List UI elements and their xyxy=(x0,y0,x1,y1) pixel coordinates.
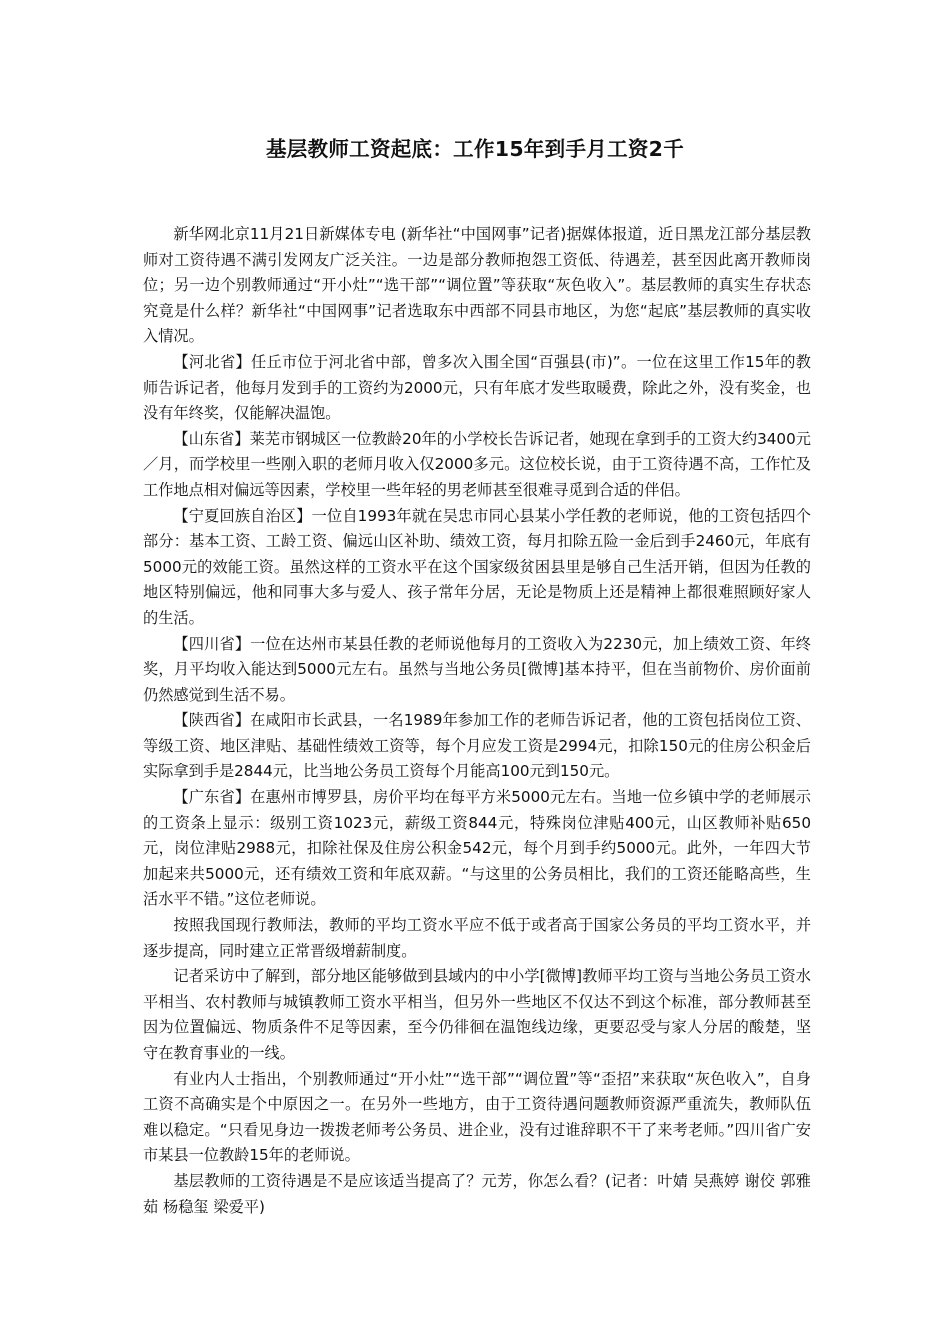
paragraph-closing: 基层教师的工资待遇是不是应该适当提高了？元芳，你怎么看？(记者：叶婧 吴燕婷 谢佼 郭雅茹 杨稳玺 梁爱平) xyxy=(143,1171,811,1216)
paragraph-interview-findings: 记者采访中了解到，部分地区能够做到县域内的中小学[微博]教师平均工资与当地公务员工资水平相当、农村教师与城镇教师工资水平相当，但另外一些地区不仅达不到这个标准，部分教师甚至因为位置偏远、物质条件不足等因素，至今仍徘徊在温饱线边缘，更要忍受与家人分居的酸楚，坚守在教育事业的一线。 xyxy=(143,967,811,1062)
paragraph-industry-insider: 有业内人士指出，个别教师通过“开小灶”“选干部”“调位置”等“歪招”来获取“灰色收入”，自身工资不高确实是个中原因之一。在另外一些地方，由于工资待遇问题教师资源严重流失，教师队伍难以稳定。“只看见身边一拨拨老师考公务员、进企业，没有过谁辞职不干了来考老师。”四川省广安市某县一位教龄15年的老师说。 xyxy=(143,1069,811,1165)
paragraph-teacher-law: 按照我国现行教师法，教师的平均工资水平应不低于或者高于国家公务员的平均工资水平，并逐步提高，同时建立正常晋级增薪制度。 xyxy=(143,916,811,960)
document-title: 基层教师工资起底：工作15年到手月工资2千 xyxy=(265,137,685,161)
paragraph-sichuan: 【四川省】一位在达州市某县任教的老师说他每月的工资收入为2230元，加上绩效工资、年终奖，月平均收入能达到5000元左右。虽然与当地公务员[微博]基本持平，但在当前物价、房价面前仍然感觉到生活不易。 xyxy=(143,634,811,704)
paragraph-guangdong: 【广东省】在惠州市博罗县，房价平均在每平方米5000元左右。当地一位乡镇中学的老师展示的工资条上显示：级别工资1023元，薪级工资844元，特殊岗位津贴400元，山区教师补贴650元，岗位津贴2988元，扣除社保及住房公积金542元，每个月到手约5000元。此外，一年四大节加起来共5000元，还有绩效工资和年底双薪。“与这里的公务员相比，我们的工资还能略高些，生活水平不错。”这位老师说。 xyxy=(143,788,811,909)
document-body xyxy=(143,222,811,1220)
paragraph-hebei: 【河北省】任丘市位于河北省中部，曾多次入围全国“百强县(市)”。一位在这里工作15年的教师告诉记者，他每月发到手的工资约为2000元，只有年底才发些取暖费，除此之外，没有奖金，也没有年终奖，仅能解决温饱。 xyxy=(143,352,811,423)
paragraph-intro: 新华网北京11月21日新媒体专电 (新华社“中国网事”记者)据媒体报道，近日黑龙江部分基层教师对工资待遇不满引发网友广泛关注。一边是部分教师抱怨工资低、待遇差，甚至因此离开教师岗位；另一边个别教师通过“开小灶”“选干部”“调位置”等获取“灰色收入”。基层教师的真实生存状态究竟是什么样？新华社“中国网事”记者选取东中西部不同县市地区，为您“起底”基层教师的真实收入情况。 xyxy=(143,225,811,346)
paragraph-shandong: 【山东省】莱芜市钢城区一位教龄20年的小学校长告诉记者，她现在拿到手的工资大约3400元／月，而学校里一些刚入职的老师月收入仅2000多元。这位校长说，由于工资待遇不高，工作忙及工作地点相对偏远等因素，学校里一些年轻的男老师甚至很难寻觅到合适的伴侣。 xyxy=(143,429,811,499)
paragraph-ningxia: 【宁夏回族自治区】一位自1993年就在吴忠市同心县某小学任教的老师说，他的工资包括四个部分：基本工资、工龄工资、偏远山区补助、绩效工资，每月扣除五险一金后到手2460元，年底有5000元的效能工资。虽然这样的工资水平在这个国家级贫困县里是够自己生活开销，但因为任教的地区特别偏远，他和同事大多与爱人、孩子常年分居，无论是物质上还是精神上都很难照顾好家人的生活。 xyxy=(143,506,811,627)
paragraph-shaanxi: 【陕西省】在咸阳市长武县，一名1989年参加工作的老师告诉记者，他的工资包括岗位工资、等级工资、地区津贴、基础性绩效工资等，每个月应发工资是2994元，扣除150元的住房公积金后实际拿到手是2844元，比当地公务员工资每个月能高100元到150元。 xyxy=(143,711,811,781)
